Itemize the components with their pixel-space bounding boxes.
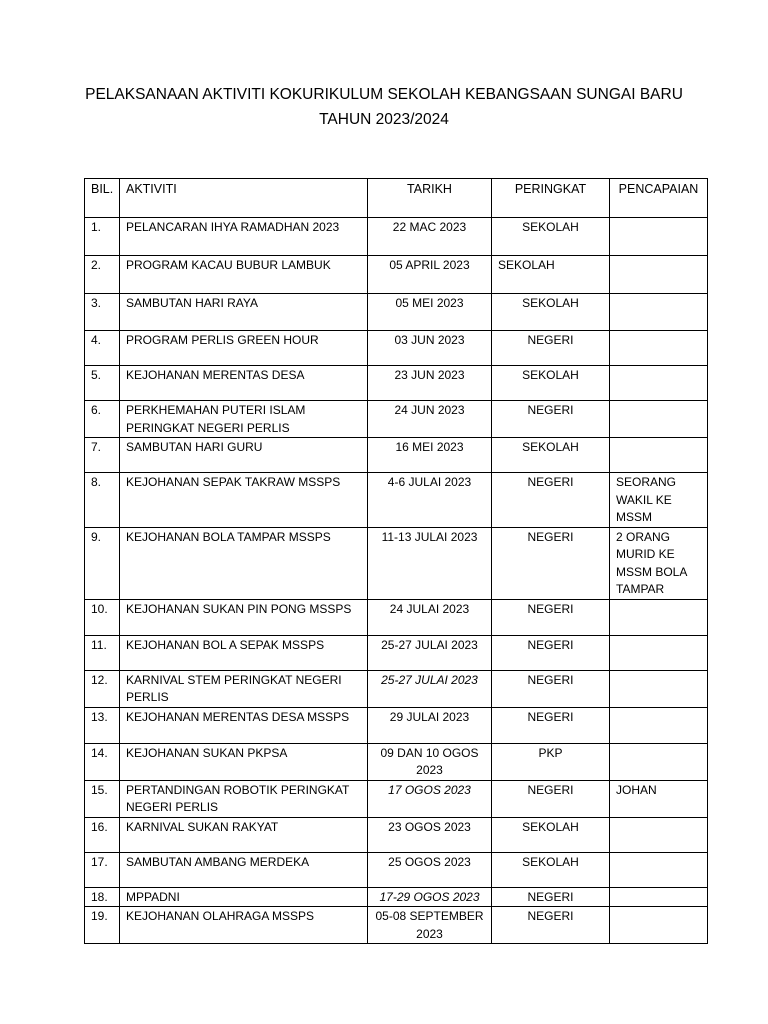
table-row	[85, 817, 708, 852]
row-bil: 7.	[85, 438, 120, 473]
row-bil: 14.	[85, 743, 120, 780]
row-pencapaian	[610, 366, 708, 401]
row-pencapaian	[610, 256, 708, 294]
header-tarikh: TARIKH	[368, 179, 492, 218]
row-bil: 13.	[85, 707, 120, 743]
row-pencapaian	[610, 294, 708, 331]
row-aktiviti: KEJOHANAN BOLA TAMPAR MSSPS	[120, 527, 368, 599]
row-pencapaian	[610, 599, 708, 635]
header-peringkat: PERINGKAT	[492, 179, 610, 218]
table-row	[85, 670, 708, 707]
table-row	[85, 331, 708, 366]
row-tarikh: 25-27 JULAI 2023	[368, 635, 492, 670]
row-peringkat: SEKOLAH	[492, 438, 610, 473]
table-row	[85, 438, 708, 473]
table-row	[85, 401, 708, 438]
table-row	[85, 743, 708, 780]
row-tarikh: 24 JUN 2023	[368, 401, 492, 438]
row-peringkat: NEGERI	[492, 331, 610, 366]
activities-table	[84, 178, 708, 944]
row-peringkat: NEGERI	[492, 599, 610, 635]
row-aktiviti: PERKHEMAHAN PUTERI ISLAM PERINGKAT NEGERI PERLIS	[120, 401, 368, 438]
row-pencapaian	[610, 817, 708, 852]
row-aktiviti: PELANCARAN IHYA RAMADHAN 2023	[120, 218, 368, 256]
row-peringkat: NEGERI	[492, 527, 610, 599]
document-title: PELAKSANAAN AKTIVITI KOKURIKULUM SEKOLAH KEBANGSAAN SUNGAI BARU	[85, 86, 683, 103]
row-bil: 5.	[85, 366, 120, 401]
row-peringkat: NEGERI	[492, 780, 610, 817]
row-peringkat: NEGERI	[492, 887, 610, 907]
row-peringkat: NEGERI	[492, 670, 610, 707]
table-row	[85, 599, 708, 635]
header-pencapaian: PENCAPAIAN	[610, 179, 708, 218]
row-pencapaian	[610, 331, 708, 366]
row-tarikh: 11-13 JULAI 2023	[368, 527, 492, 599]
row-bil: 9.	[85, 527, 120, 599]
table-row	[85, 780, 708, 817]
row-peringkat: SEKOLAH	[492, 294, 610, 331]
row-pencapaian: 2 ORANG MURID KE MSSM BOLA TAMPAR	[610, 527, 708, 599]
row-bil: 2.	[85, 256, 120, 294]
row-aktiviti: KEJOHANAN OLAHRAGA MSSPS	[120, 907, 368, 944]
table-row	[85, 707, 708, 743]
table-row	[85, 256, 708, 294]
row-aktiviti: PROGRAM PERLIS GREEN HOUR	[120, 331, 368, 366]
table-row	[85, 887, 708, 907]
row-tarikh: 25 OGOS 2023	[368, 852, 492, 887]
row-peringkat: NEGERI	[492, 707, 610, 743]
row-peringkat: PKP	[492, 743, 610, 780]
row-tarikh: 05 MEI 2023	[368, 294, 492, 331]
row-bil: 16.	[85, 817, 120, 852]
row-bil: 18.	[85, 887, 120, 907]
row-bil: 12.	[85, 670, 120, 707]
row-aktiviti: MPPADNI	[120, 887, 368, 907]
row-bil: 8.	[85, 473, 120, 528]
table-row	[85, 527, 708, 599]
table-row	[85, 907, 708, 944]
row-peringkat: SEKOLAH	[492, 256, 610, 294]
row-aktiviti: PROGRAM KACAU BUBUR LAMBUK	[120, 256, 368, 294]
row-bil: 17.	[85, 852, 120, 887]
table-row	[85, 473, 708, 528]
row-peringkat: SEKOLAH	[492, 218, 610, 256]
row-bil: 4.	[85, 331, 120, 366]
row-aktiviti: KARNIVAL SUKAN RAKYAT	[120, 817, 368, 852]
row-pencapaian	[610, 635, 708, 670]
row-bil: 10.	[85, 599, 120, 635]
row-tarikh: 22 MAC 2023	[368, 218, 492, 256]
row-aktiviti: KEJOHANAN SEPAK TAKRAW MSSPS	[120, 473, 368, 528]
row-bil: 15.	[85, 780, 120, 817]
row-tarikh: 09 DAN 10 OGOS 2023	[368, 743, 492, 780]
row-pencapaian	[610, 707, 708, 743]
row-tarikh: 29 JULAI 2023	[368, 707, 492, 743]
row-peringkat: NEGERI	[492, 401, 610, 438]
row-pencapaian	[610, 438, 708, 473]
row-peringkat: SEKOLAH	[492, 817, 610, 852]
row-aktiviti: SAMBUTAN HARI RAYA	[120, 294, 368, 331]
row-aktiviti: KEJOHANAN BOL A SEPAK MSSPS	[120, 635, 368, 670]
row-peringkat: NEGERI	[492, 907, 610, 944]
row-pencapaian	[610, 907, 708, 944]
row-pencapaian	[610, 887, 708, 907]
table-row	[85, 635, 708, 670]
header-aktiviti: AKTIVITI	[120, 179, 368, 218]
row-aktiviti: KEJOHANAN SUKAN PKPSA	[120, 743, 368, 780]
row-tarikh: 17-29 OGOS 2023	[368, 887, 492, 907]
row-tarikh: 05-08 SEPTEMBER 2023	[368, 907, 492, 944]
row-aktiviti: SAMBUTAN AMBANG MERDEKA	[120, 852, 368, 887]
header-bil: BIL.	[85, 179, 120, 218]
row-tarikh: 25-27 JULAI 2023	[368, 670, 492, 707]
row-pencapaian	[610, 743, 708, 780]
row-bil: 3.	[85, 294, 120, 331]
row-pencapaian	[610, 852, 708, 887]
row-peringkat: NEGERI	[492, 635, 610, 670]
table-row	[85, 366, 708, 401]
row-tarikh: 4-6 JULAI 2023	[368, 473, 492, 528]
row-peringkat: SEKOLAH	[492, 852, 610, 887]
row-pencapaian	[610, 401, 708, 438]
row-bil: 6.	[85, 401, 120, 438]
row-pencapaian	[610, 670, 708, 707]
row-tarikh: 17 OGOS 2023	[368, 780, 492, 817]
table-row	[85, 218, 708, 256]
row-bil: 1.	[85, 218, 120, 256]
row-tarikh: 24 JULAI 2023	[368, 599, 492, 635]
table-row	[85, 294, 708, 331]
row-aktiviti: PERTANDINGAN ROBOTIK PERINGKAT NEGERI PERLIS	[120, 780, 368, 817]
row-peringkat: SEKOLAH	[492, 366, 610, 401]
table-header-row	[85, 179, 708, 218]
table-row	[85, 852, 708, 887]
row-tarikh: 16 MEI 2023	[368, 438, 492, 473]
row-bil: 11.	[85, 635, 120, 670]
row-tarikh: 05 APRIL 2023	[368, 256, 492, 294]
row-tarikh: 23 OGOS 2023	[368, 817, 492, 852]
row-peringkat: NEGERI	[492, 473, 610, 528]
row-aktiviti: KEJOHANAN SUKAN PIN PONG MSSPS	[120, 599, 368, 635]
row-aktiviti: KEJOHANAN MERENTAS DESA MSSPS	[120, 707, 368, 743]
row-tarikh: 03 JUN 2023	[368, 331, 492, 366]
row-pencapaian: SEORANG WAKIL KE MSSM	[610, 473, 708, 528]
row-aktiviti: KARNIVAL STEM PERINGKAT NEGERI PERLIS	[120, 670, 368, 707]
row-aktiviti: SAMBUTAN HARI GURU	[120, 438, 368, 473]
row-tarikh: 23 JUN 2023	[368, 366, 492, 401]
row-aktiviti: KEJOHANAN MERENTAS DESA	[120, 366, 368, 401]
row-pencapaian: JOHAN	[610, 780, 708, 817]
row-pencapaian	[610, 218, 708, 256]
document-subtitle: TAHUN 2023/2024	[319, 111, 449, 128]
row-bil: 19.	[85, 907, 120, 944]
